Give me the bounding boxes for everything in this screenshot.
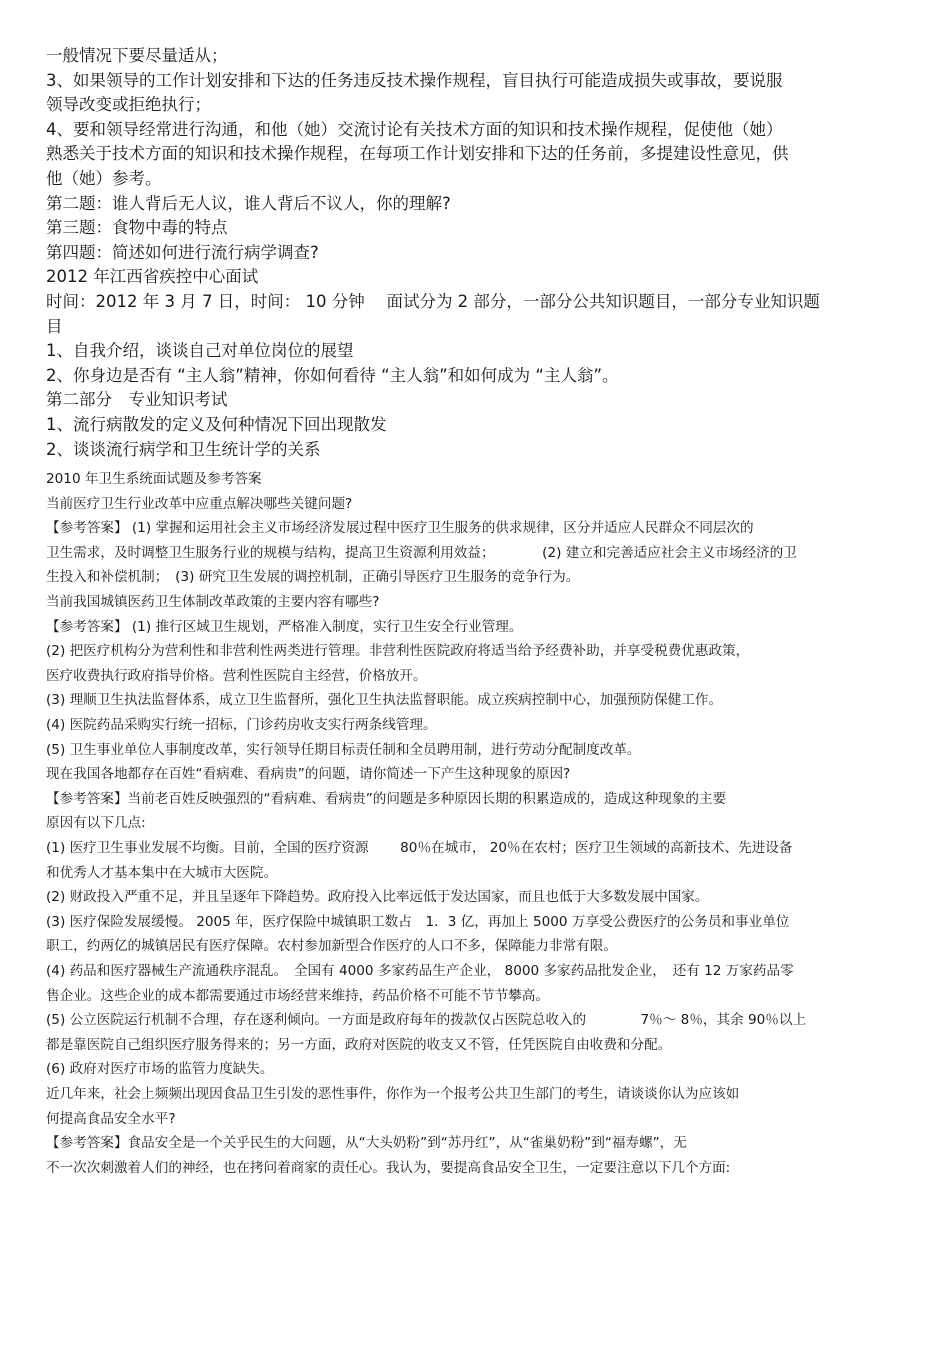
text-line: 原因有以下几点: bbox=[46, 815, 146, 832]
text-line: 【参考答案】当前老百姓反映强烈的“看病难、看病贵”的问题是多种原因长期的积累造成的，造成这种现象的主要 bbox=[46, 790, 727, 807]
text-line: (3) 理顺卫生执法监督体系，成立卫生监督所，强化卫生执法监督职能。成立疾病控制中心，加强预防保健工作。 bbox=[46, 692, 723, 709]
text-line: 3、如果领导的工作计划安排和下达的任务违反技术操作规程，盲目执行可能造成损失或事故，要说服 bbox=[46, 70, 783, 90]
document-page bbox=[46, 44, 906, 1180]
answers-section bbox=[46, 467, 906, 1180]
text-line: 当前医疗卫生行业改革中应重点解决哪些关键问题? bbox=[46, 495, 353, 512]
text-line: 2010 年卫生系统面试题及参考答案 bbox=[46, 471, 262, 488]
text-line: 一般情况下要尽量适从； bbox=[46, 46, 228, 65]
text-line: (1) 医疗卫生事业发展不均衡。目前，全国的医疗资源 80％在城市， 20％在农村；医疗卫生领域的高新技术、先进设备 bbox=[46, 840, 793, 856]
interview-questions-section bbox=[46, 44, 906, 462]
text-line: 领导改变或拒绝执行； bbox=[46, 95, 211, 115]
text-line: 第二题：谁人背后无人议，谁人背后不议人，你的理解? bbox=[46, 193, 451, 213]
text-line: 2、你身边是否有 “主人翁”精神，你如何看待 “主人翁”和如何成为 “主人翁”。 bbox=[46, 365, 619, 385]
text-line: 【参考答案】 (1) 掌握和运用社会主义市场经济发展过程中医疗卫生服务的供求规律，区分并适应人民群众不同层次的 bbox=[46, 520, 754, 537]
text-line: 现在我国各地都存在百姓“看病难、看病贵”的问题，请你简述一下产生这种现象的原因? bbox=[46, 766, 571, 783]
text-line: 当前我国城镇医药卫生体制改革政策的主要内容有哪些? bbox=[46, 594, 380, 611]
text-line: 不一次次刺激着人们的神经，也在拷问着商家的责任心。我认为，要提高食品安全卫生，一定要注意以下几个方面: bbox=[46, 1159, 731, 1176]
text-line: 目 bbox=[46, 316, 63, 336]
text-line: 何提高食品安全水平? bbox=[46, 1110, 176, 1127]
text-line: (3) 医疗保险发展缓慢。 2005 年，医疗保险中城镇职工数占 1．3 亿，再加上 5000 万享受公费医疗的公务员和事业单位 bbox=[46, 913, 790, 930]
text-line: 近几年来，社会上频频出现因食品卫生引发的恶性事件，你作为一个报考公共卫生部门的考生，请谈谈你认为应该如 bbox=[46, 1085, 740, 1102]
text-line: 职工，约两亿的城镇居民有医疗保障。农村参加新型合作医疗的人口不多，保障能力非常有限。 bbox=[46, 938, 617, 955]
text-line: 时间：2012 年 3 月 7 日，时间： 10 分钟 面试分为 2 部分，一部分公共知识题目，一部分专业知识题 bbox=[46, 291, 820, 311]
text-line: 第三题：食物中毒的特点 bbox=[46, 218, 228, 238]
text-line: (2) 把医疗机构分为营利性和非营利性两类进行管理。非营利性医院政府将适当给予经费补助，并享受税费优惠政策， bbox=[46, 643, 750, 660]
text-line: 卫生需求，及时调整卫生服务行业的规模与结构，提高卫生资源利用效益； (2) 建立和完善适应社会主义市场经济的卫 bbox=[46, 544, 797, 561]
text-line: (6) 政府对医疗市场的监管力度缺失。 bbox=[46, 1061, 274, 1078]
text-line: 他（她）参考。 bbox=[46, 168, 162, 188]
text-line: 售企业。这些企业的成本都需要通过市场经营来维持，药品价格不可能不节节攀高。 bbox=[46, 987, 549, 1004]
text-line: 和优秀人才基本集中在大城市大医院。 bbox=[46, 864, 278, 881]
text-line: 熟悉关于技术方面的知识和技术操作规程，在每项工作计划安排和下达的任务前，多提建设性意见，供 bbox=[46, 144, 789, 164]
text-line: 医疗收费执行政府指导价格。营利性医院自主经营，价格放开。 bbox=[46, 667, 427, 684]
text-line: 【参考答案】食品安全是一个关乎民生的大问题，从“大头奶粉”到“苏丹红”，从“雀巢奶粉”到“福寿螺”，无 bbox=[46, 1135, 687, 1152]
text-line: (2) 财政投入严重不足，并且呈逐年下降趋势。政府投入比率远低于发达国家，而且也低于大多数发展中国家。 bbox=[46, 889, 709, 906]
text-line: (4) 药品和医疗器械生产流通秩序混乱。 全国有 4000 多家药品生产企业， 8000 多家药品批发企业， 还有 12 万家药品零 bbox=[46, 962, 794, 979]
text-line: 4、要和领导经常进行沟通，和他（她）交流讨论有关技术方面的知识和技术操作规程，促使他（她） bbox=[46, 119, 783, 139]
text-line: 1、自我介绍，谈谈自己对单位岗位的展望 bbox=[46, 341, 354, 361]
text-line: 1、流行病散发的定义及何种情况下回出现散发 bbox=[46, 414, 387, 434]
text-line: 2、谈谈流行病学和卫生统计学的关系 bbox=[46, 439, 321, 459]
text-line: 2012 年江西省疾控中心面试 bbox=[46, 267, 259, 287]
text-line: 【参考答案】 (1) 推行区域卫生规划，严格准入制度，实行卫生安全行业管理。 bbox=[46, 618, 523, 635]
text-line: 都是靠医院自己组织医疗服务得来的；另一方面，政府对医院的收支又不管，任凭医院自由收费和分配。 bbox=[46, 1036, 672, 1053]
text-line: 第二部分 专业知识考试 bbox=[46, 390, 228, 410]
text-line: 第四题：简述如何进行流行病学调查? bbox=[46, 242, 319, 262]
text-line: (5) 公立医院运行机制不合理，存在逐利倾向。一方面是政府每年的拨款仅占医院总收入的 7％～ 8％，其余 90％以上 bbox=[46, 1012, 807, 1029]
text-line: 生投入和补偿机制； (3) 研究卫生发展的调控机制，正确引导医疗卫生服务的竞争行为。 bbox=[46, 569, 580, 586]
text-line: (4) 医院药品采购实行统一招标，门诊药房收支实行两条线管理。 bbox=[46, 717, 437, 734]
text-line: (5) 卫生事业单位人事制度改革，实行领导任期目标责任制和全员聘用制，进行劳动分配制度改革。 bbox=[46, 741, 641, 758]
